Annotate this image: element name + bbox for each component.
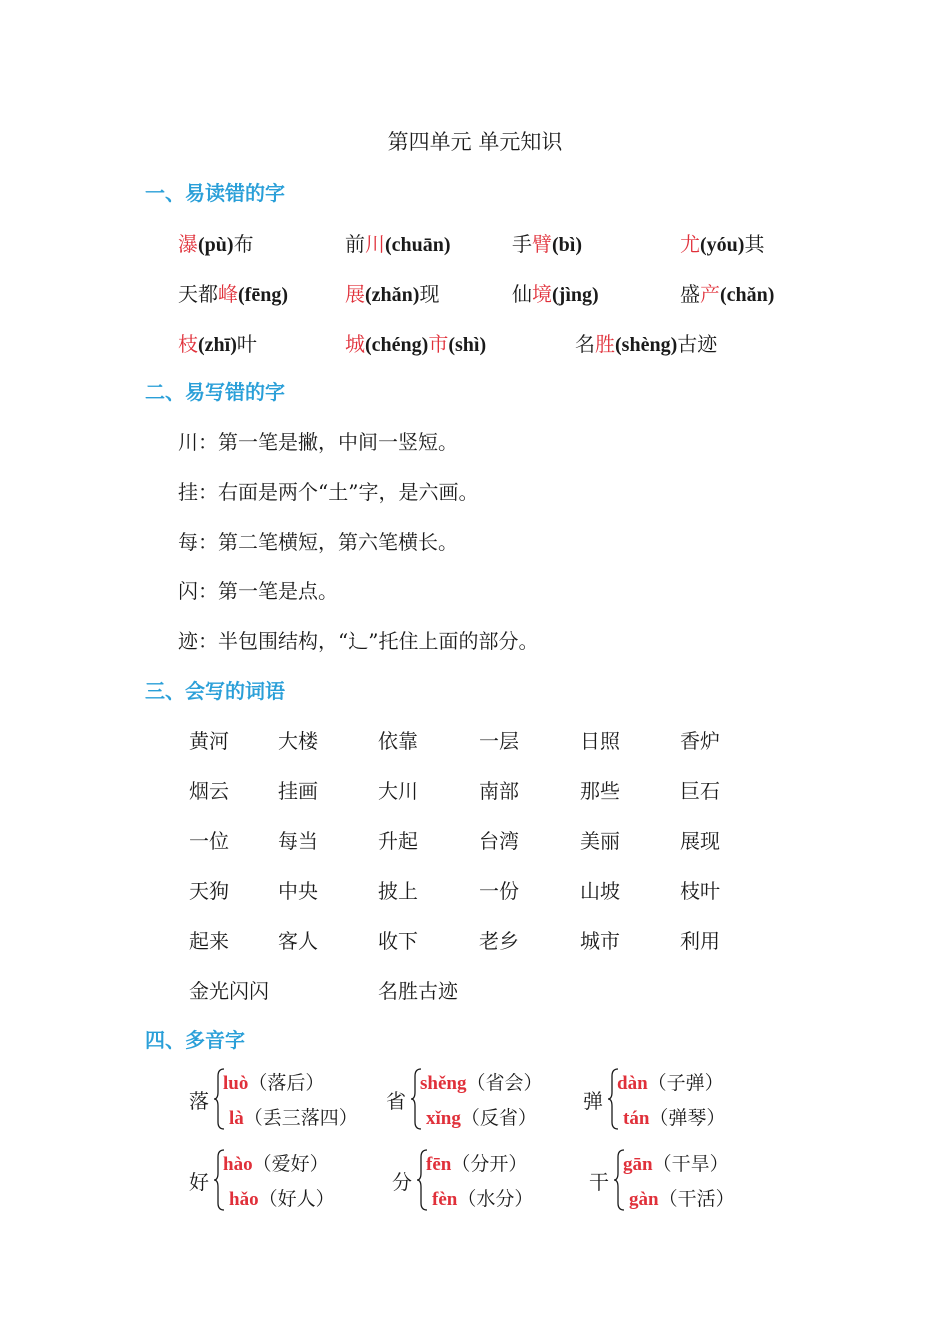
word-text: 其: [744, 232, 765, 256]
highlight-char: 境: [532, 282, 552, 306]
writing-note: 迹：半包围结构，“辶”托住上面的部分。: [178, 629, 539, 653]
polyphone-char: 分: [392, 1170, 412, 1194]
highlight-char: 市: [428, 332, 449, 356]
word-text: 叶: [236, 332, 257, 356]
polyphone-reading: [426, 1103, 537, 1130]
polyphone-reading: [617, 1068, 724, 1095]
highlight-char: 枝: [178, 332, 198, 356]
highlight-char: 城: [345, 332, 365, 356]
pinyin: fēn: [426, 1154, 452, 1175]
vocab-word: 名胜古迹: [378, 979, 458, 1003]
highlight-char: 展: [345, 282, 365, 306]
vocab-word: 起来: [189, 929, 229, 953]
misread-item: [345, 328, 486, 357]
vocab-word: 城市: [580, 929, 620, 953]
pinyin: (yóu): [700, 234, 745, 256]
section-heading-misread: 一、易读错的字: [145, 181, 285, 205]
writing-note: 每：第二笔横短，第六笔横长。: [178, 530, 458, 554]
highlight-char: 胜: [595, 332, 615, 356]
vocab-word: 山坡: [580, 879, 620, 903]
misread-item: [680, 228, 764, 257]
polyphone-reading: [229, 1103, 358, 1130]
polyphone-char: 省: [386, 1089, 406, 1113]
misread-item: [512, 278, 599, 307]
example-word: （弹琴）: [649, 1107, 726, 1129]
example-word: （反省）: [460, 1107, 537, 1129]
vocab-word: 枝叶: [680, 879, 720, 903]
polyphone-reading: [432, 1184, 533, 1211]
pinyin: (chéng): [365, 334, 429, 356]
pinyin: (bì): [552, 234, 582, 256]
word-text: 现: [419, 282, 440, 306]
pinyin: gān: [623, 1154, 653, 1175]
pinyin: (zhǎn): [365, 284, 420, 306]
word-text: 布: [233, 232, 254, 256]
vocab-word: 利用: [680, 929, 720, 953]
vocab-word: 一份: [479, 879, 519, 903]
page-title: 第四单元 单元知识: [387, 130, 563, 154]
pinyin: (pù): [198, 234, 234, 256]
pinyin: fèn: [432, 1189, 458, 1210]
vocab-word: 每当: [278, 829, 318, 853]
polyphone-char: 干: [589, 1170, 609, 1194]
section-heading-polyphones: 四、多音字: [145, 1028, 245, 1052]
polyphone-reading: [623, 1103, 725, 1130]
section-heading-words: 三、会写的词语: [145, 679, 285, 703]
writing-note: 川：第一笔是撇，中间一竖短。: [178, 430, 458, 454]
vocab-word: 天狗: [189, 879, 229, 903]
vocab-word: 巨石: [680, 779, 720, 803]
word-text: 手: [512, 232, 532, 256]
vocab-word: 大川: [378, 779, 418, 803]
example-word: （子弹）: [647, 1072, 724, 1094]
example-word: （丢三落四）: [243, 1107, 358, 1129]
misread-item: [345, 228, 451, 257]
misread-item: [345, 278, 439, 307]
highlight-char: 川: [365, 232, 385, 256]
example-word: （水分）: [457, 1188, 534, 1210]
example-word: （省会）: [466, 1072, 543, 1094]
section-heading-miswritten: 二、易写错的字: [145, 380, 285, 404]
vocab-word: 那些: [580, 779, 620, 803]
pinyin: là: [229, 1108, 244, 1129]
highlight-char: 产: [700, 282, 720, 306]
example-word: （好人）: [258, 1188, 335, 1210]
word-text: 盛: [680, 282, 700, 306]
misread-item: [575, 328, 717, 357]
vocab-word: 升起: [378, 829, 418, 853]
vocab-word: 香炉: [680, 729, 720, 753]
word-text: 天都: [178, 282, 218, 306]
example-word: （干活）: [658, 1188, 735, 1210]
pinyin: hào: [223, 1154, 253, 1175]
writing-note: 闪：第一笔是点。: [178, 579, 338, 603]
vocab-word: 南部: [479, 779, 519, 803]
pinyin: gàn: [629, 1189, 659, 1210]
polyphone-char: 落: [189, 1089, 209, 1113]
vocab-word: 中央: [278, 879, 318, 903]
vocab-word: 一层: [479, 729, 519, 753]
vocab-word: 客人: [278, 929, 318, 953]
polyphone-reading: [623, 1149, 729, 1176]
pinyin: (chuān): [385, 234, 451, 256]
pinyin: hǎo: [229, 1189, 259, 1210]
writing-note: 挂：右面是两个“土”字，是六画。: [178, 480, 479, 504]
vocab-word: 日照: [580, 729, 620, 753]
example-word: （干旱）: [652, 1153, 729, 1175]
vocab-word: 台湾: [479, 829, 519, 853]
pinyin: (shì): [448, 334, 487, 356]
polyphone-reading: [426, 1149, 527, 1176]
highlight-char: 臂: [532, 232, 552, 256]
pinyin: (shèng): [615, 334, 678, 356]
misread-item: [512, 228, 582, 257]
pinyin: (zhī): [198, 334, 237, 356]
highlight-char: 峰: [218, 282, 238, 306]
pinyin: (jìng): [552, 284, 599, 306]
polyphone-reading: [229, 1184, 335, 1211]
pinyin: (fēng): [238, 284, 288, 306]
misread-item: [680, 278, 774, 307]
vocab-word: 大楼: [278, 729, 318, 753]
vocab-word: 展现: [680, 829, 720, 853]
pinyin: tán: [623, 1108, 650, 1129]
word-text: 古迹: [677, 332, 718, 356]
vocab-word: 披上: [378, 879, 418, 903]
pinyin: (chǎn): [720, 284, 775, 306]
pinyin: luò: [223, 1073, 249, 1094]
vocab-word: 烟云: [189, 779, 229, 803]
vocab-word: 黄河: [189, 729, 229, 753]
polyphone-char: 弹: [583, 1089, 603, 1113]
word-text: 名: [575, 332, 595, 356]
vocab-word: 美丽: [580, 829, 620, 853]
pinyin: shěng: [420, 1073, 467, 1094]
highlight-char: 尤: [680, 232, 700, 256]
misread-item: [178, 228, 254, 257]
vocab-word: 一位: [189, 829, 229, 853]
pinyin: dàn: [617, 1073, 648, 1094]
word-text: 仙: [512, 282, 532, 306]
polyphone-reading: [420, 1068, 542, 1095]
polyphone-reading: [223, 1149, 329, 1176]
polyphone-reading: [629, 1184, 735, 1211]
example-word: （爱好）: [252, 1153, 329, 1175]
vocab-word: 挂画: [278, 779, 318, 803]
vocab-word: 收下: [378, 929, 418, 953]
misread-item: [178, 328, 257, 357]
polyphone-char: 好: [189, 1170, 209, 1194]
vocab-word: 老乡: [479, 929, 519, 953]
pinyin: xǐng: [426, 1108, 461, 1129]
vocab-word: 金光闪闪: [189, 979, 269, 1003]
polyphone-reading: [223, 1068, 324, 1095]
vocab-word: 依靠: [378, 729, 418, 753]
example-word: （分开）: [451, 1153, 528, 1175]
highlight-char: 瀑: [178, 232, 198, 256]
word-text: 前: [345, 232, 365, 256]
misread-item: [178, 278, 288, 307]
example-word: （落后）: [248, 1072, 325, 1094]
